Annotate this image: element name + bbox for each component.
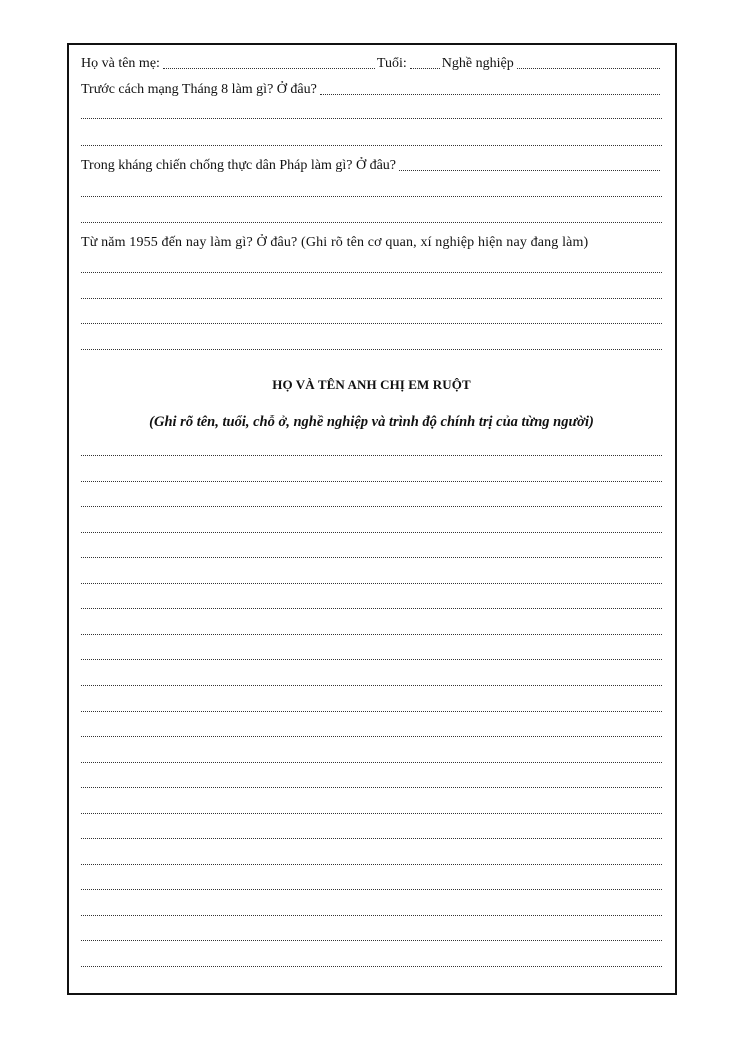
sibling-line[interactable] xyxy=(81,864,662,865)
sibling-line[interactable] xyxy=(81,711,662,712)
sibling-line[interactable] xyxy=(81,762,662,763)
mother-occupation-label: Nghề nghiệp xyxy=(441,56,514,71)
sibling-line[interactable] xyxy=(81,813,662,814)
resistance-line[interactable] xyxy=(81,222,662,223)
sibling-line[interactable] xyxy=(81,940,662,941)
sibling-line[interactable] xyxy=(81,532,662,533)
sibling-line[interactable] xyxy=(81,915,662,916)
mother-name-field[interactable] xyxy=(163,67,375,69)
page-frame xyxy=(67,43,677,995)
resistance-row xyxy=(81,155,662,175)
sibling-line[interactable] xyxy=(81,634,662,635)
sibling-line[interactable] xyxy=(81,685,662,686)
sibling-line[interactable] xyxy=(81,506,662,507)
resistance-line[interactable] xyxy=(81,196,662,197)
siblings-title: HỌ VÀ TÊN ANH CHỊ EM RUỘT xyxy=(272,377,471,392)
mother-info-row xyxy=(81,53,662,73)
sibling-line[interactable] xyxy=(81,659,662,660)
since-1955-line[interactable] xyxy=(81,298,662,299)
before-revolution-row xyxy=(81,79,662,99)
sibling-line[interactable] xyxy=(81,787,662,788)
sibling-line[interactable] xyxy=(81,481,662,482)
since-1955-row xyxy=(81,232,662,252)
mother-age-label: Tuổi: xyxy=(376,56,407,71)
mother-occupation-field[interactable] xyxy=(517,67,660,69)
sibling-line[interactable] xyxy=(81,557,662,558)
siblings-instruction: (Ghi rõ tên, tuổi, chỗ ở, nghề nghiệp và trình độ chính trị của từng người) xyxy=(149,414,594,430)
before-revolution-line[interactable] xyxy=(81,118,662,119)
sibling-line[interactable] xyxy=(81,838,662,839)
before-revolution-line[interactable] xyxy=(81,145,662,146)
since-1955-line[interactable] xyxy=(81,323,662,324)
sibling-line[interactable] xyxy=(81,608,662,609)
sibling-line[interactable] xyxy=(81,455,662,456)
since-1955-line[interactable] xyxy=(81,272,662,273)
since-1955-line[interactable] xyxy=(81,349,662,350)
resistance-field[interactable] xyxy=(399,169,660,171)
before-revolution-label: Trước cách mạng Tháng 8 làm gì? Ở đâu? xyxy=(81,82,317,97)
mother-age-field[interactable] xyxy=(410,67,440,69)
sibling-line[interactable] xyxy=(81,889,662,890)
sibling-line[interactable] xyxy=(81,583,662,584)
sibling-line[interactable] xyxy=(81,736,662,737)
before-revolution-field[interactable] xyxy=(320,93,660,95)
resistance-label: Trong kháng chiến chống thực dân Pháp làm gì? Ở đâu? xyxy=(81,158,397,173)
mother-name-label: Họ và tên mẹ: xyxy=(81,56,160,71)
since-1955-label: Từ năm 1955 đến nay làm gì? Ở đâu? (Ghi rõ tên cơ quan, xí nghiệp hiện nay đang làm) xyxy=(81,235,589,250)
sibling-line[interactable] xyxy=(81,966,662,967)
